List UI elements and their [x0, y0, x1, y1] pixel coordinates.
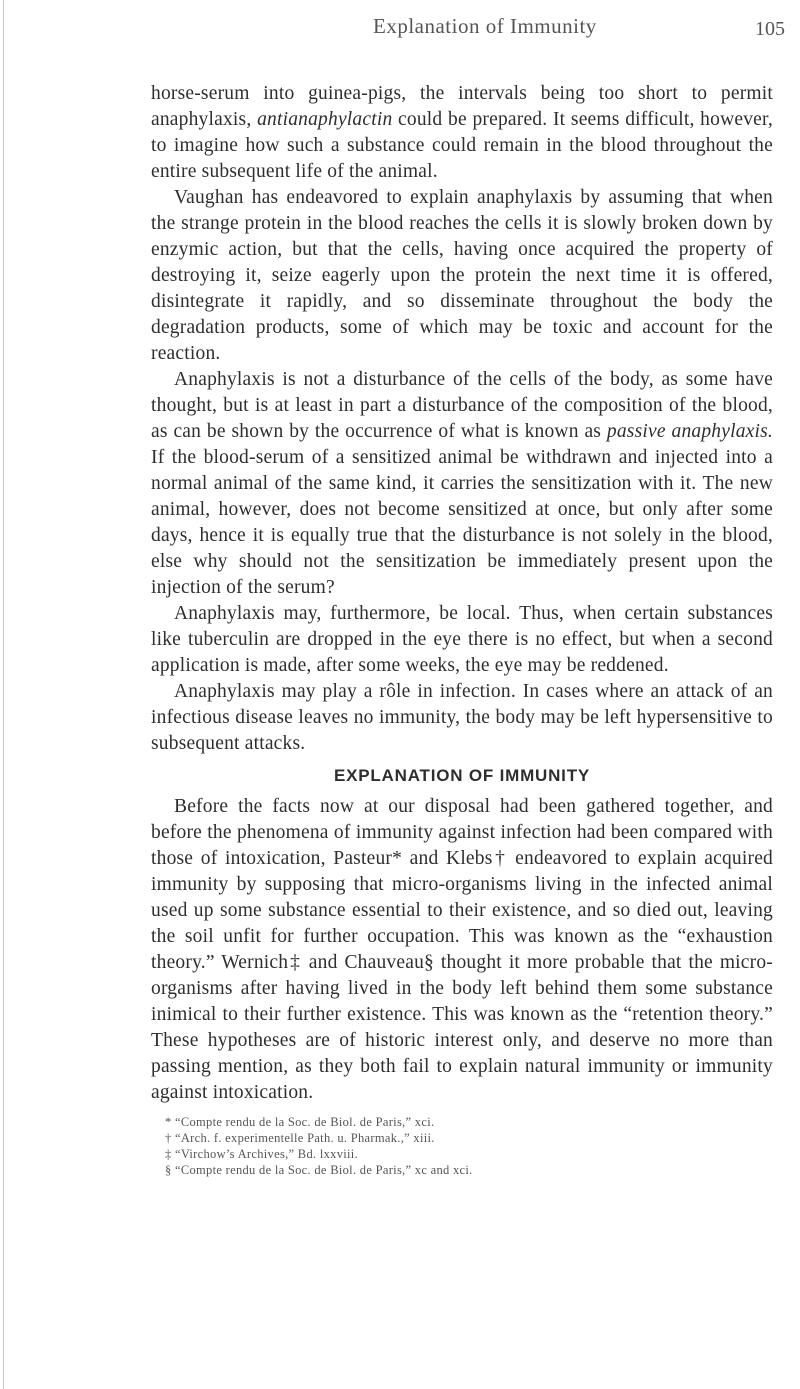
paragraph-text: horse-serum into guinea-pigs, the intervals being too short to permit anaphylaxis, [151, 83, 773, 130]
footnote: * “Compte rendu de la Soc. de Biol. de Paris,” xci. [165, 1115, 435, 1129]
paragraph-group [151, 81, 773, 757]
footnotes [151, 1114, 773, 1178]
page-gutter-edge [3, 0, 4, 1389]
paragraph [151, 367, 773, 601]
paragraph-text: Vaughan has endeavored to explain anaphylaxis by assuming that when the strange protein in the blood reaches the cells it is slowly broken down by enzymic action, but that the cells, having once acquired the property of destroying it, seize eagerly upon the protein the next time it is offered, disintegrate it rapidly, and so disseminate throughout the body the degradation products, some of which may be toxic and account for the reaction. [151, 187, 773, 364]
running-head: Explanation of Immunity [373, 14, 597, 38]
paragraph-text: Anaphylaxis may play a rôle in infection. In cases where an attack of an infectious disease leaves no immunity, the body may be left hypersensitive to subsequent attacks. [151, 681, 773, 754]
footnote: § “Compte rendu de la Soc. de Biol. de Paris,” xc and xci. [165, 1163, 473, 1177]
section-heading: EXPLANATION OF IMMUNITY [333, 766, 591, 785]
italic-term: antianaphylactin [257, 109, 393, 130]
footnote: † “Arch. f. experimentelle Path. u. Pharmak.,” xiii. [165, 1131, 435, 1145]
italic-term: passive anaphylaxis. [606, 421, 773, 442]
page-number: 105 [755, 18, 785, 40]
body-text [151, 81, 773, 1178]
paragraph [151, 601, 773, 679]
paragraph [151, 185, 773, 367]
paragraph-text: Before the facts now at our disposal had been gathered together, and before the phenomena of immunity against infection had been compared with those of intoxication, Pasteur* and Klebs† endeavored to explain acquired immunity by supposing that micro-organisms living in the infected animal used up some substance essential to their existence, and so died out, leaving the soil unfit for further occupation. This was known as the “exhaustion theory.” Wernich‡ and Chauveau§ thought it more probable that the micro-organisms after having lived in the body left behind them some substance inimical to their further existence. This was known as the “retention theory.” These hypotheses are of historic interest only, and deserve no more than passing mention, as they both fail to explain natural immunity or immunity against intoxication. [151, 796, 773, 1103]
paragraph-text: Anaphylaxis is not a disturbance of the cells of the body, as some have thought, but is at least in part a disturbance of the composition of the blood, as can be shown by the occurrence of what is known as [151, 369, 773, 442]
footnote: ‡ “Virchow’s Archives,” Bd. lxxviii. [165, 1147, 359, 1161]
paragraph-text: Anaphylaxis may, furthermore, be local. Thus, when certain substances like tuberculin are dropped in the eye there is no effect, but when a second application is made, after some weeks, the eye may be reddened. [151, 603, 773, 676]
paragraph [151, 679, 773, 757]
paragraph [151, 81, 773, 185]
paragraph-text: could be prepared. It seems difficult, however, to imagine how such a substance could remain in the blood throughout the entire subsequent life of the animal. [151, 109, 773, 182]
paragraph-text: If the blood-serum of a sensitized animal be withdrawn and injected into a normal animal of the same kind, it carries the sensitization with it. The new animal, however, does not become sensitized at once, but only after some days, hence it is equally true that the disturbance is not solely in the blood, else why should not the sensitization be immediately present upon the injection of the serum? [151, 447, 773, 598]
paragraph [151, 794, 773, 1106]
paragraph-group [151, 794, 773, 1106]
